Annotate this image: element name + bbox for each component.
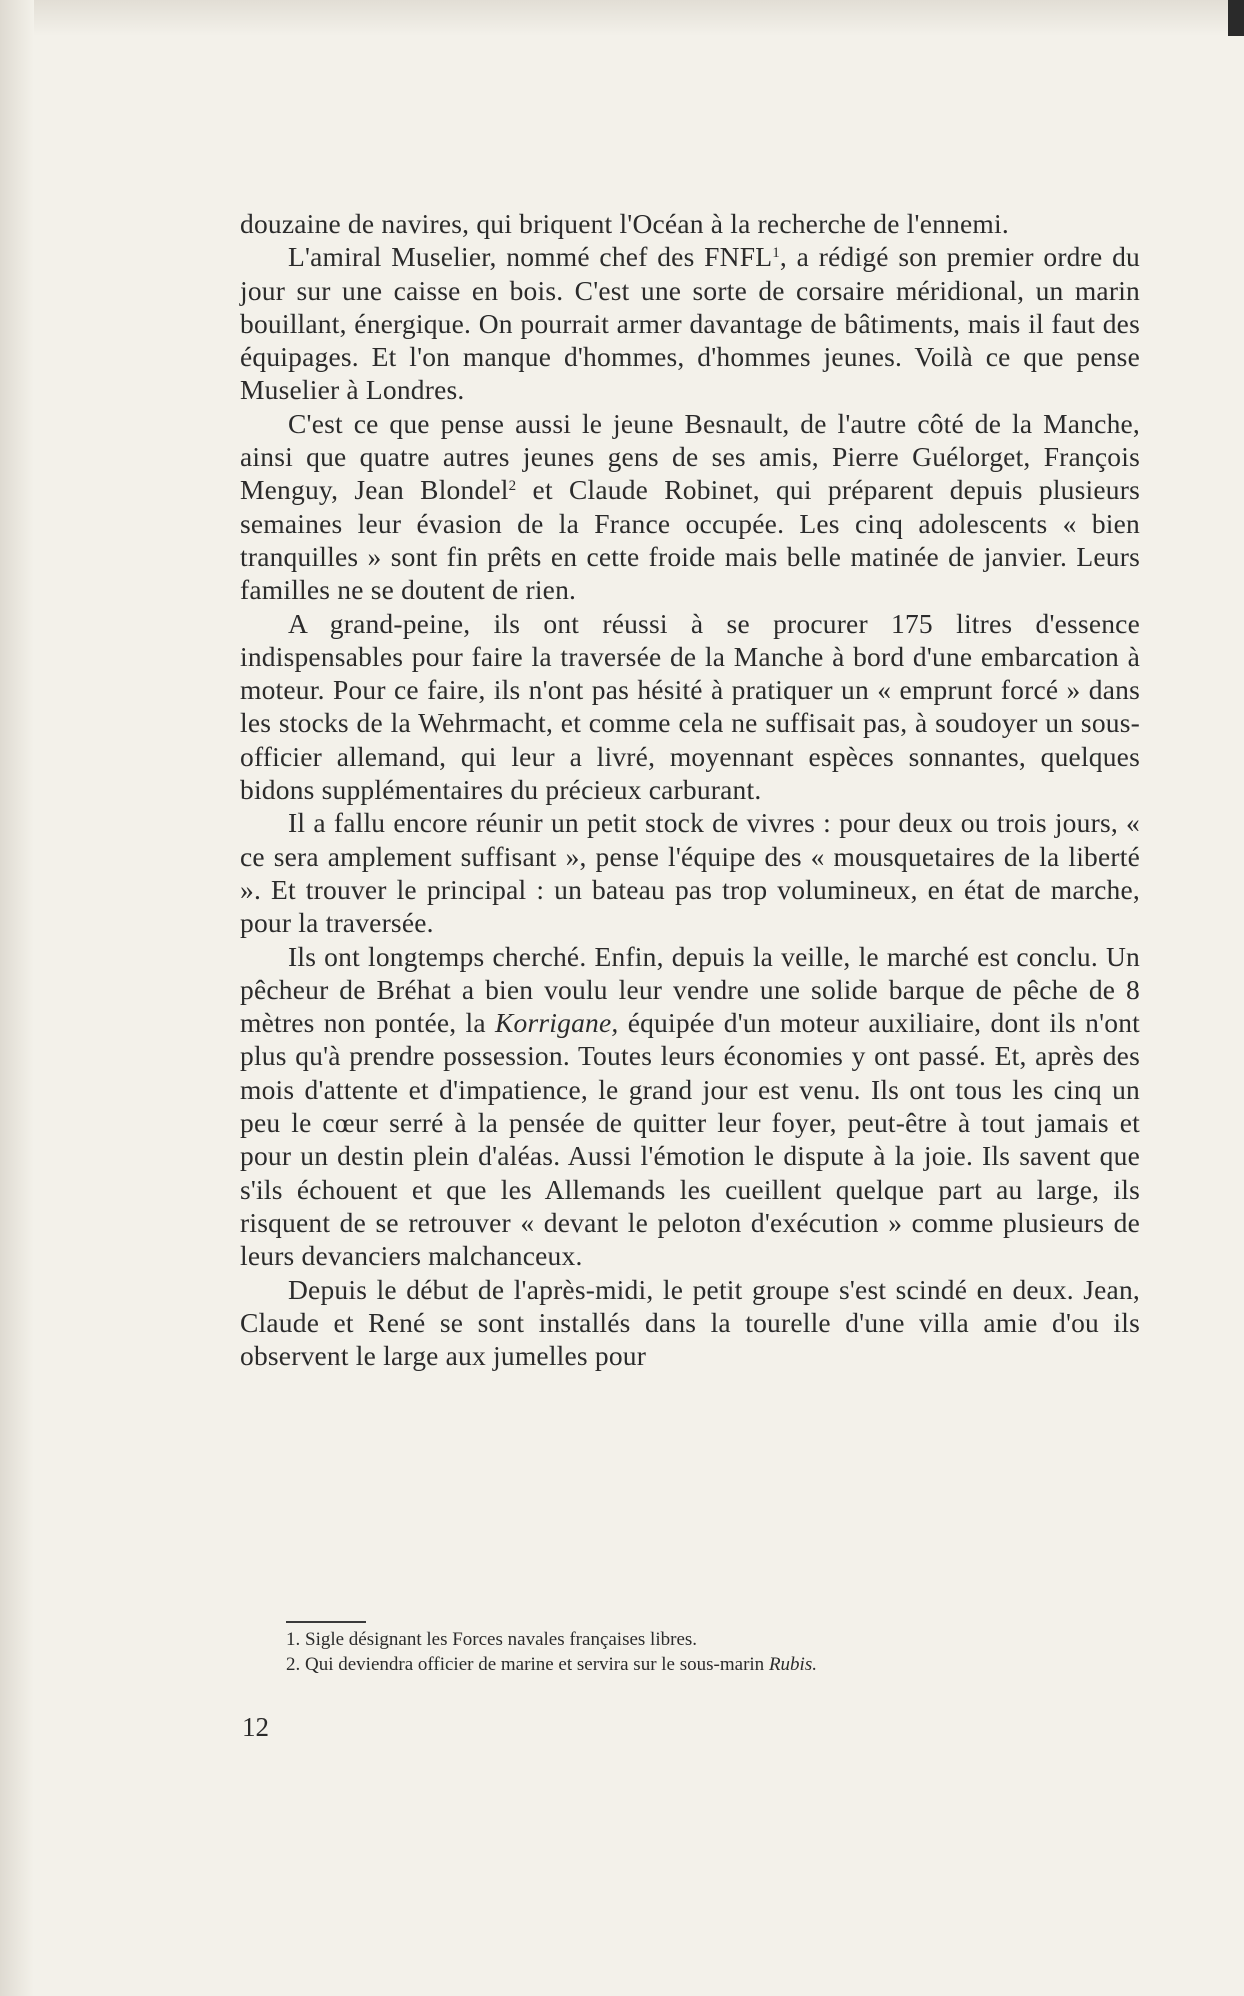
footnote-ref-2: 2 (508, 478, 517, 495)
paragraph-6-text-cont: équipée d'un moteur auxiliaire, dont ils n'ont plus qu'à prendre possession. Toutes leurs économies y ont passé. Et, après des mois d'attente et d'impatience, le grand jour est venu. Ils ont tous les cinq un peu le cœur serré à la pensée de quitter leur foyer, peut-être à tout jamais et pour un destin plein d'aléas. Aussi l'émotion le dispute à la joie. Ils savent que s'ils échouent et que les Allemands les cueillent quelque part au large, ils risquent de se retrouver « devant le peloton d'exécution » comme plusieurs de leurs devanciers malchanceux. (240, 1007, 1140, 1272)
footnote-ref-1: 1 (772, 245, 780, 262)
paragraph-6-text: Ils ont longtemps cherché. Enfin, depuis la veille, le marché est conclu. Un pêcheur de Bréhat a bien voulu leur vendre une solide barque de pêche de 8 mètres non pontée, la (240, 940, 1140, 1039)
paragraph-2 (240, 240, 1140, 406)
footnotes (286, 1627, 1126, 1677)
paragraph-3 (240, 407, 1140, 607)
body-text (240, 207, 1140, 1372)
scan-edge-mark (1228, 0, 1244, 36)
footnote-separator (286, 1621, 366, 1623)
footnote-2-text: 2. Qui deviendra officier de marine et servira sur le sous-marin (286, 1654, 769, 1675)
paragraph-1: douzaine de navires, qui briquent l'Océan à la recherche de l'ennemi. (240, 208, 1009, 239)
paragraph-5: Il a fallu encore réunir un petit stock de vivres : pour deux ou trois jours, « ce sera amplement suffisant », pense l'équipe des « mousquetaires de la liberté ». Et trouver le principal : un bateau pas trop volumineux, en état de marche, pour la traversée. (240, 807, 1140, 939)
paragraph-3-text-cont: et Claude Robinet, qui préparent depuis plusieurs semaines leur évasion de la France occupée. Les cinq adolescents « bien tranquilles » sont fin prêts en cette froide mais belle matinée de janvier. Leurs familles ne se doutent de rien. (240, 474, 1140, 606)
page-top-shadow (0, 0, 1244, 36)
submarine-name: Rubis. (768, 1654, 817, 1675)
paragraph-4: A grand-peine, ils ont réussi à se procurer 175 litres d'essence indispensables pour faire la traversée de la Manche à bord d'une embarcation à moteur. Pour ce faire, ils n'ont pas hésité à pratiquer un « emprunt forcé » dans les stocks de la Wehrmacht, et comme cela ne suffisait pas, à soudoyer un sous-officier allemand, qui leur a livré, moyennant espèces sonnantes, quelques bidons supplémentaires du précieux carburant. (240, 607, 1140, 806)
paragraph-7: Depuis le début de l'après-midi, le petit groupe s'est scindé en deux. Jean, Claude et René se sont installés dans la tourelle d'une villa amie d'ou ils observent le large aux jumelles pour (240, 1273, 1140, 1372)
paragraph-2-text: L'amiral Muselier, nommé chef des FNFL (288, 241, 773, 273)
footnote-2 (286, 1652, 1126, 1677)
paragraph-3-text: C'est ce que pense aussi le jeune Besnault, de l'autre côté de la Manche, ainsi que quatre autres jeunes gens de ses amis, Pierre Guélorget, François Menguy, Jean Blondel (240, 407, 1140, 506)
boat-name: Korrigane, (495, 1007, 619, 1039)
footnote-1: 1. Sigle désignant les Forces navales françaises libres. (286, 1629, 698, 1650)
page-number: 12 (242, 1712, 269, 1742)
page-binding-shadow (0, 0, 34, 1996)
paragraph-2-text-cont: , a rédigé son premier ordre du jour sur une caisse en bois. C'est une sorte de corsaire méridional, un marin bouillant, énergique. On pourrait armer davantage de bâtiments, mais il faut des équipages. Et l'on manque d'hommes, d'hommes jeunes. Voilà ce que pense Muselier à Londres. (240, 241, 1140, 406)
paragraph-6 (240, 940, 1140, 1273)
